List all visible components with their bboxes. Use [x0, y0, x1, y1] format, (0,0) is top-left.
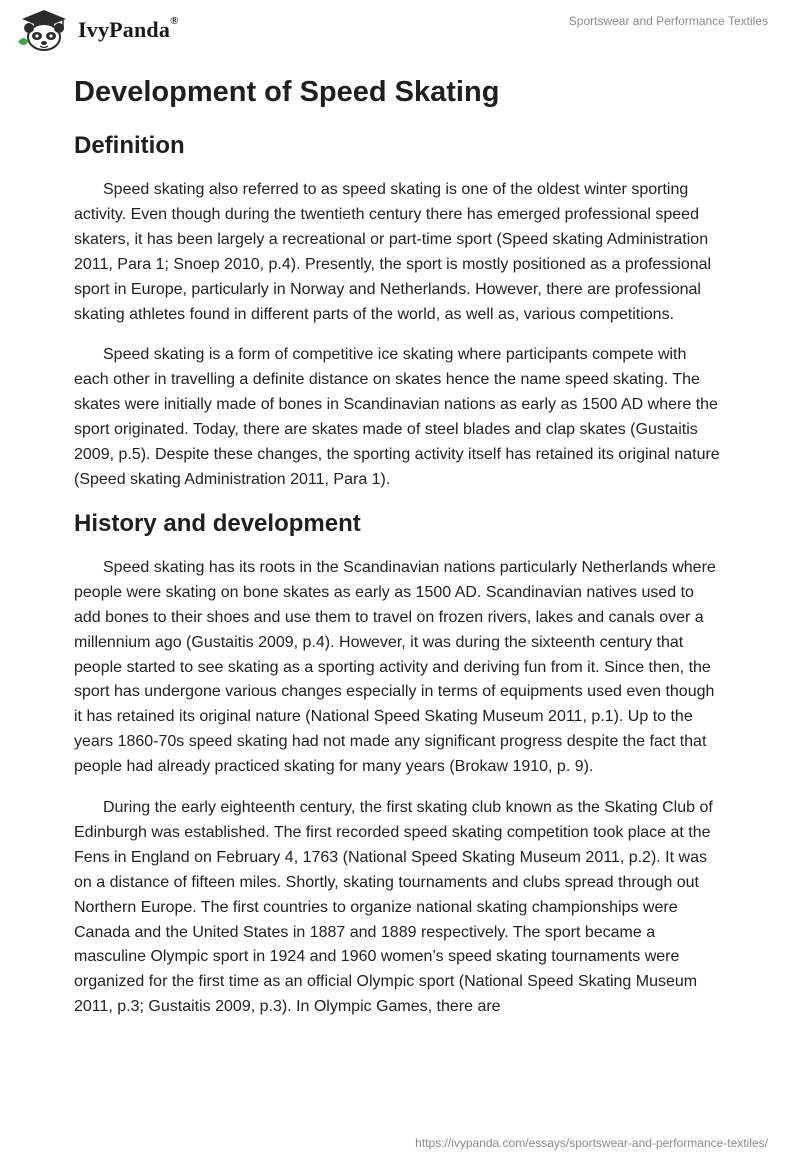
paragraph: Speed skating also referred to as speed skating is one of the oldest winter sporting activity. Even though during the twentieth century there has emerged professional speed skaters, it has been largely a recreational or part-time sport (Speed skating Administration 2011, Para 1; Snoep 2010, p.4). Presently, the sport is mostly positioned as a professional sport in Europe, particularly in Norway and Netherlands. However, there are professional skating athletes found in different parts of the world, as well as, various competitions. [74, 181, 712, 323]
paragraph: During the early eighteenth century, the first skating club known as the Skating Club of Edinburgh was established. The first recorded speed skating competition took place at the Fens in England on February 4, 1763 (National Speed Skating Museum 2011, p.2). It was on a distance of fifteen miles. Shortly, skating tournaments and clubs spread through out Northern Europe. The first countries to organize national skating championships were Canada and the United States in 1887 and 1889 respectively. The sport became a masculine Olympic sport in 1924 and 1960 women’s speed skating tournaments were organized for the first time as an official Olympic sport (National Speed Skating Museum 2011, p.3; Gustaitis 2009, p.3). In Olympic Games, there are [74, 799, 713, 1016]
logo-wordmark: IvyPanda® [78, 15, 179, 42]
section-heading-definition: Definition [74, 132, 185, 159]
page-title: Development of Speed Skating [74, 76, 500, 108]
page-header [0, 0, 800, 70]
header-topic: Sportswear and Performance Textiles [568, 14, 768, 28]
paragraph: Speed skating has its roots in the Scandinavian nations particularly Netherlands where people were skating on bone skates as early as 1500 AD. Scandinavian natives used to add bones to their shoes and use them to travel on frozen rivers, lakes and canals over a millennium ago (Gustaitis 2009, p.4). However, it was during the sixteenth century that people started to see skating as a sporting activity and deriving fun from it. Since then, the sport has undergone various changes especially in terms of equipments used even though it has retained its original nature (National Speed Skating Museum 2011, p.1). Up to the years 1860-70s speed skating had not made any significant progress despite the fact that people had already practiced skating for many years (Brokaw 1910, p. 9). [74, 558, 716, 776]
source-url[interactable]: https://ivypanda.com/essays/sportswear-and-performance-textiles/ [415, 1136, 768, 1150]
paragraph: Speed skating is a form of competitive ice skating where participants compete with each other in travelling a definite distance on skates hence the name speed skating. The skates were initially made of bones in Scandinavian nations as early as 1500 AD where the sport originated. Today, there are skates made of steel blades and clap skates (Gustaitis 2009, p.5). Despite these changes, the sporting activity itself has retained its original nature (Speed skating Administration 2011, Para 1). [74, 346, 720, 488]
site-logo[interactable] [16, 8, 179, 52]
article [74, 74, 724, 1020]
section-heading-history: History and development [74, 509, 361, 537]
panda-logo-icon [16, 8, 72, 52]
